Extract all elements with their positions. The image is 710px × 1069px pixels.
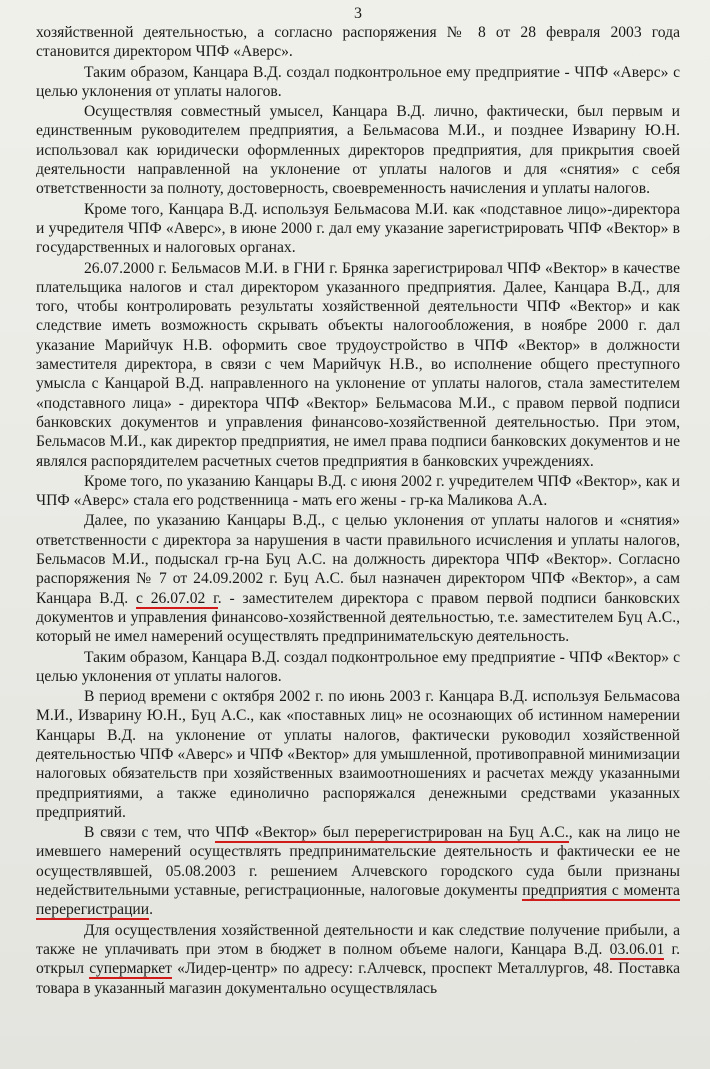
text-segment: . - заместителем директора с правом первой подписи банковских документов и управления финансово-хозяйственной деятельностью, т.е. заместителем Буц А.С., который не имел намерений осуществлять предпринимательскую деятельность. [36,589,681,646]
underlined-text: ЧПФ «Вектор» был перерегистрирован на Буц А.С. [215,824,569,842]
paragraph [36,472,680,511]
paragraph [36,921,680,998]
text-segment: Кроме того, по указанию Канцары В.Д. с июня 2002 г. учредителем ЧПФ «Вектор», как и ЧПФ «Аверс» стала его родственница - мать его жены - гр-ка Маликова А.А. [36,472,680,510]
paragraph [36,823,680,919]
text-segment: В период времени с октября 2002 г. по июнь 2003 г. Канцара В.Д. используя Бельмасова М.И., Изварину Ю.Н., Буц А.С., как «поставных лиц» не осознающих об истинном намерении Канцары В.Д. на уклонение от уплаты налогов, фактически руководил хозяйственной деятельностью ЧПФ «Аверс» и ЧПФ «Вектор» для умышленной, противоправной минимизации налоговых обязательств при хозяйственных взаимоотношениях и расчетах между указанными предприятиями, а также единолично распоряжался денежными средствами указанных предприятий. [36,688,680,821]
paragraph [36,102,680,198]
document-body [36,23,680,998]
paragraph [36,63,680,102]
paragraph [36,259,680,471]
text-segment: 26.07.2000 г. Бельмасов М.И. в ГНИ г. Брянка зарегистрировал ЧПФ «Вектор» в качестве плательщика налогов и стал директором указанного предприятия. Далее, Канцара В.Д., для того, чтобы контролировать результаты хозяйственной деятельности ЧПФ «Вектор» и как следствие иметь возможность скрывать объекты налогообложения, в ноябре 2000 г. дал указание Марийчук Н.В. оформить свое трудоустройство в ЧПФ «Вектор» в должности заместителя директора, в связи с чем Марийчук Н.В., во исполнение общего преступного умысла с Канцарой В.Д. направленного на уклонение от уплаты налогов, стала заместителем «подставного лица» - директора ЧПФ «Вектор» Бельмасова М.И., с правом первой подписи банковских документов и управления финансово-хозяйственной деятельностью. При этом, Бельмасов М.И., как директор предприятия, не имел права подписи банковских документов и не являлся распорядителем расчетных счетов предприятия в банковских учреждениях. [36,259,680,470]
text-segment: «Лидер-центр» по адресу: г.Алчевск, проспект Металлургов, 48. Поставка товара в указанный магазин документально осуществлялась [36,960,680,997]
underlined-text: предприятия с момента перерегистрации [36,882,680,919]
text-segment: хозяйственной деятельностью, а согласно распоряжения № 8 от 28 февраля 2003 года становится директором ЧПФ «Аверс». [36,24,680,61]
paragraph [36,200,680,258]
text-segment: , как на лицо не имевшего намерений осуществлять предпринимательские деятельность и фактически ее не осуществлявшей, 05.08.2003 г. решением Алчевского городского суда были признаны недействительными уставные, регистрационные, налоговые документы [36,824,680,900]
text-segment: Далее, по указанию Канцары В.Д., с целью уклонения от уплаты налогов и «снятия» ответственности с директора за нарушения в части правильного исчисления и уплаты налогов, Бельмасов М.И., подыскал гр-на Буц А.С. на должность директора ЧПФ «Вектор». Согласно распоряжения № 7 от 24.09.2002 г. Буц А.С. был назначен директором ЧПФ «Вектор», а сам Канцара В.Д. [36,512,680,607]
paragraph [36,687,680,822]
underlined-text: 03.06.01 [609,940,665,958]
text-segment: Кроме того, Канцара В.Д. используя Бельмасова М.И. как «подставное лицо»-директора и учредителя ЧПФ «Аверс», в июне 2000 г. дал ему указание зарегистрировать ЧПФ «Вектор» в государственных и налоговых органах. [36,200,680,257]
text-segment: Для осуществления хозяйственной деятельности и как следствие получение прибыли, а также не уплачивать при этом в бюджет в полном объеме налоги, Канцара В.Д. [36,921,680,958]
underlined-text: с 26.07.02 г [135,589,218,607]
text-segment: Осуществляя совместный умысел, Канцара В.Д. лично, фактически, был первым и единственным руководителем предприятия, а Бельмасова М.И., и позднее Изварину Ю.Н. использовал как юридически оформленных директоров предприятия, для прикрытия своей деятельности направленной на уклонение от уплаты налогов и для «снятия» с себя ответственности за полноту, достоверность, своевременность начисления и уплаты налогов. [36,103,680,198]
text-segment: . [149,901,154,919]
text-segment: г. открыл [36,940,681,978]
text-segment: В связи с тем, что [84,824,216,842]
paragraph [36,23,680,62]
page-number: 3 [354,5,362,22]
text-segment: Таким образом, Канцара В.Д. создал подконтрольное ему предприятие - ЧПФ «Вектор» с целью уклонения от уплаты налогов. [36,648,680,685]
text-segment: Таким образом, Канцара В.Д. создал подконтрольное ему предприятие - ЧПФ «Аверс» с целью уклонения от уплаты налогов. [36,63,680,100]
paragraph [36,511,680,646]
underlined-text: супермаркет [89,960,172,978]
paragraph [36,648,680,687]
